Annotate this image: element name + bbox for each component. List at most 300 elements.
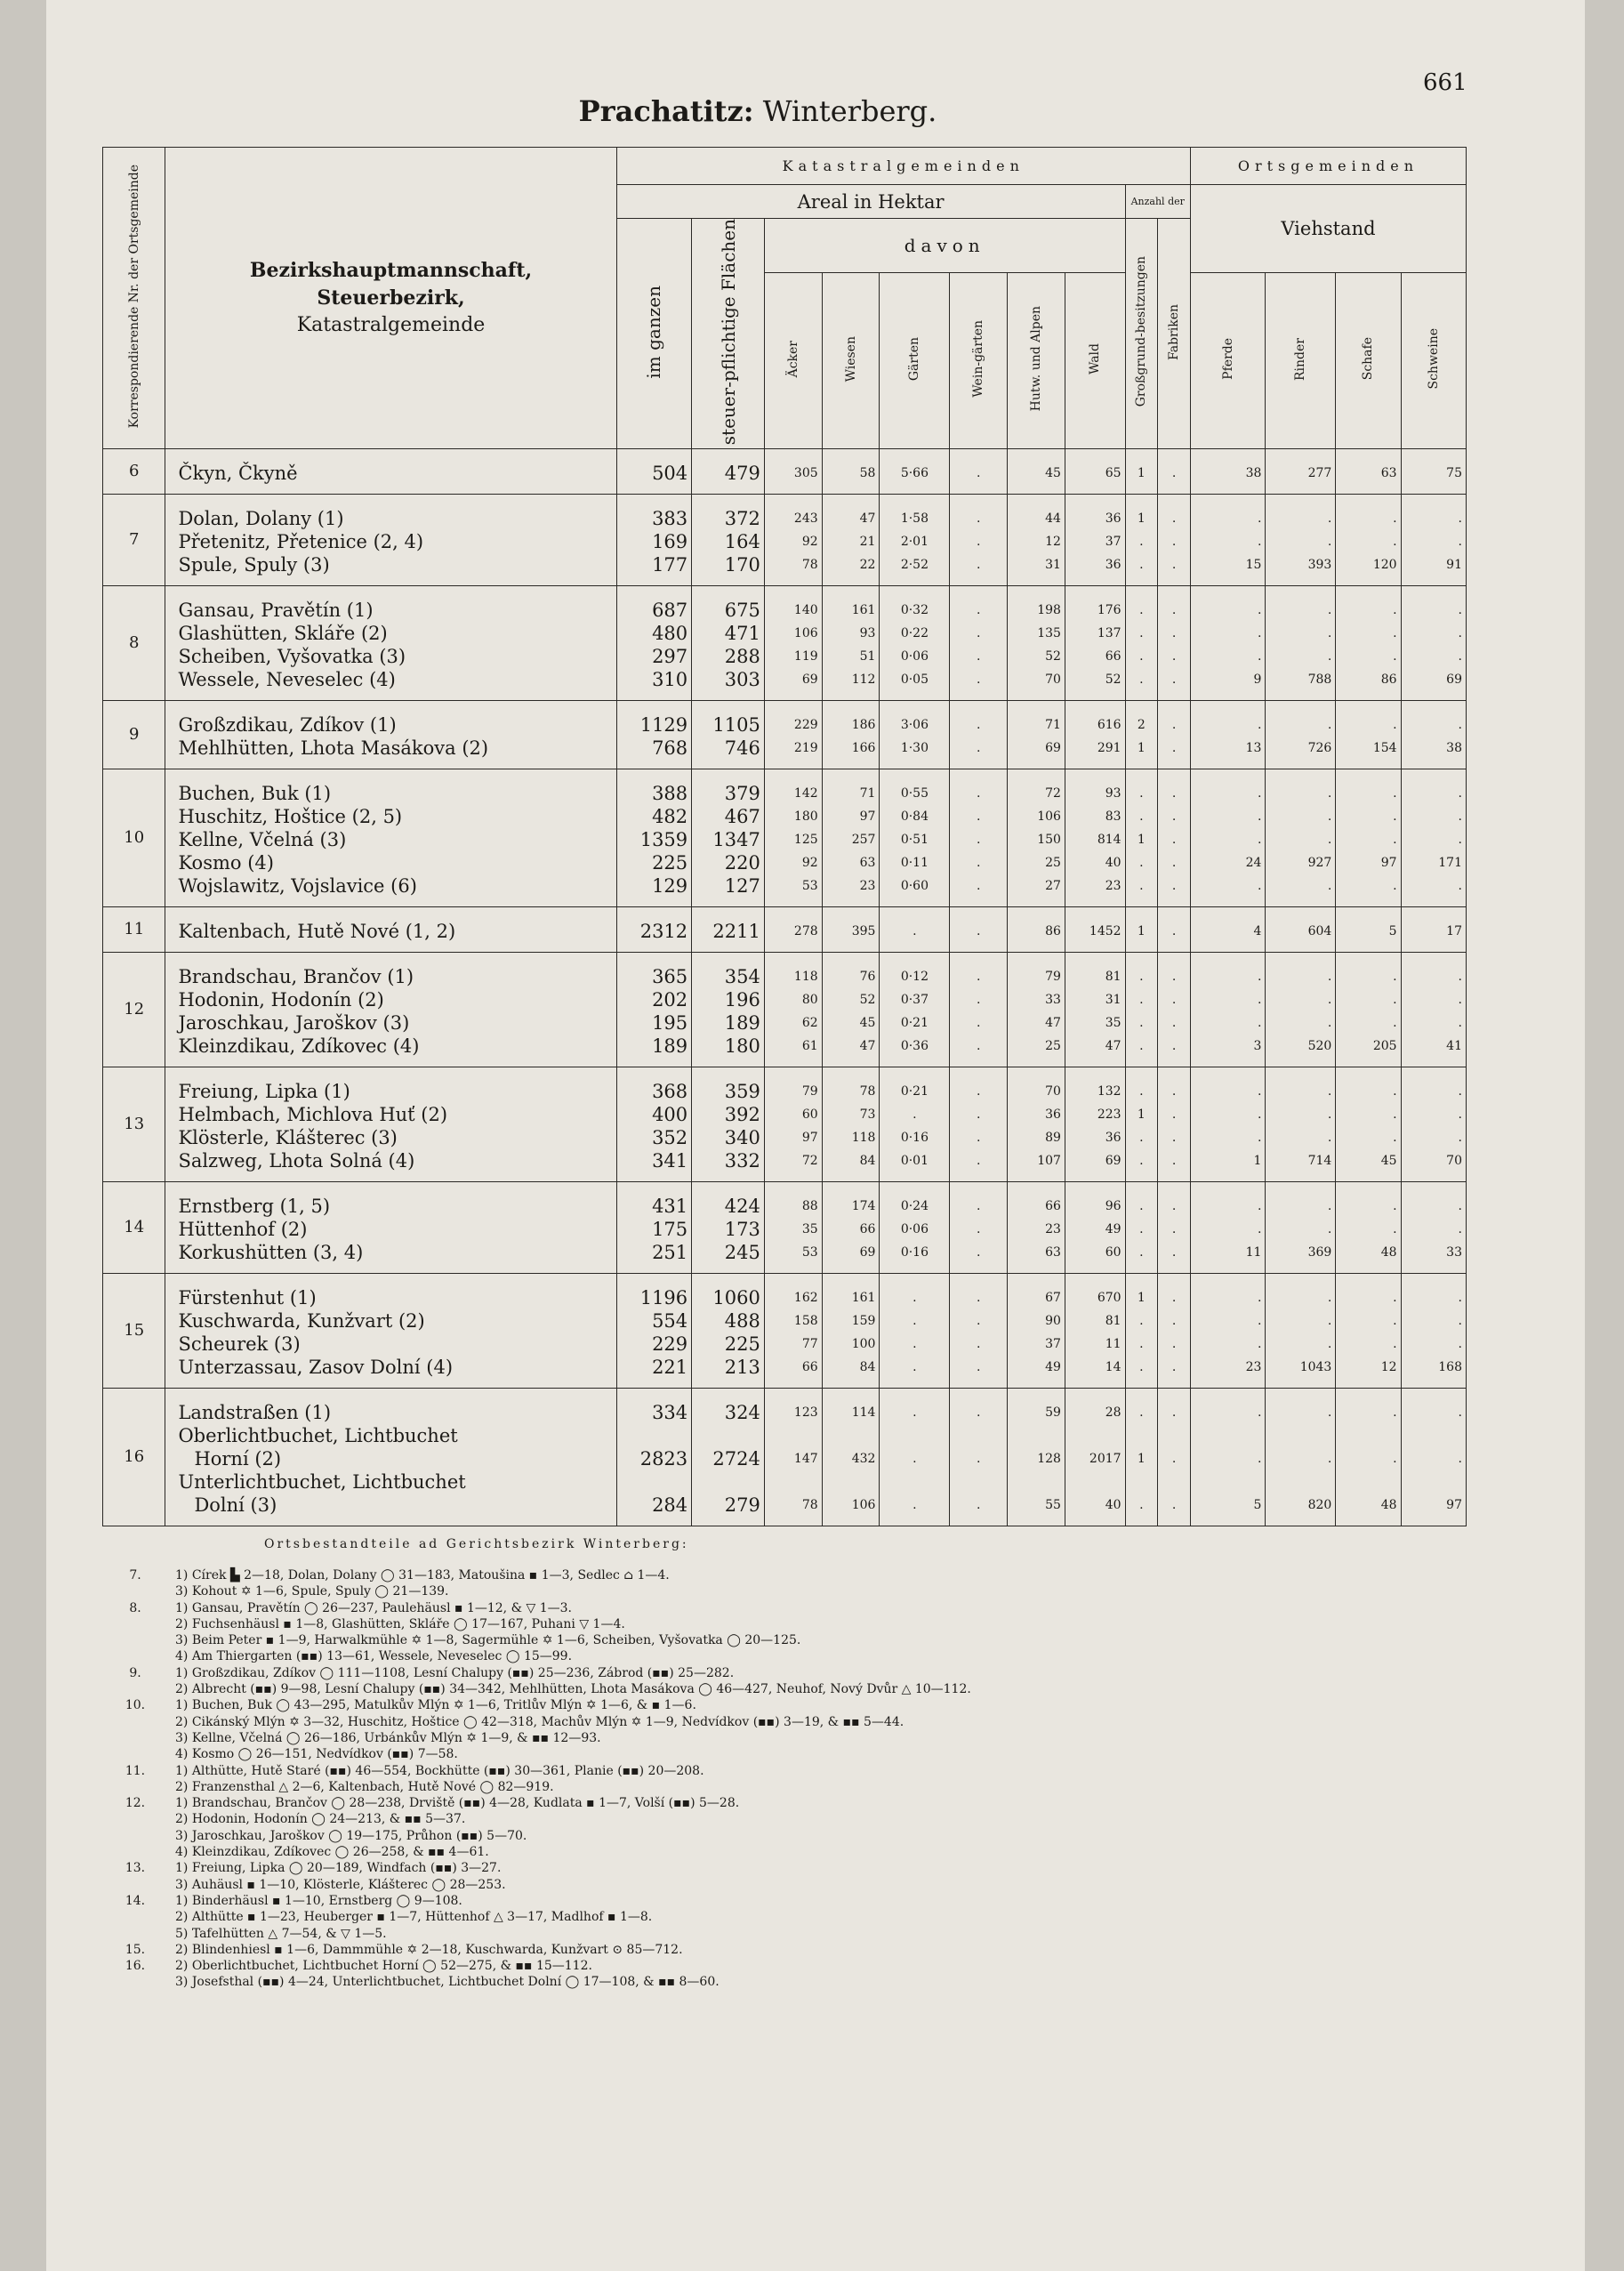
value-wiesen: 21: [859, 535, 876, 550]
value-ganz: 383: [652, 508, 688, 530]
value-steuer: 180: [724, 1035, 760, 1058]
value-acker: 77: [801, 1337, 818, 1352]
value-schafe: .: [1393, 1405, 1397, 1421]
value-wiesen: 93: [859, 626, 876, 641]
spacer: [1008, 1424, 1061, 1447]
header-gaerten: Gärten: [880, 273, 950, 449]
value-pferde: 4: [1253, 924, 1262, 939]
note-text: 3) Kohout ✡ 1—6, Spule, Spuly ◯ 21—139.: [175, 1584, 449, 1599]
value-hutw: 27: [1045, 879, 1061, 894]
note-line: [109, 1665, 1469, 1681]
value-schafe: .: [1393, 1131, 1397, 1146]
spacer: [1158, 1470, 1190, 1494]
value-ganz: 221: [652, 1357, 688, 1379]
value-schafe: 86: [1380, 672, 1397, 688]
value-schafe: 48: [1380, 1498, 1397, 1513]
group-number: 13: [103, 1067, 165, 1182]
value-gross: 1: [1137, 1291, 1146, 1306]
municipality-name: Scheurek (3): [178, 1333, 301, 1356]
value-rinder: .: [1327, 511, 1332, 527]
value-hutw: 107: [1037, 1154, 1061, 1169]
municipality-name: Kleinzdikau, Zdíkovec (4): [178, 1035, 420, 1058]
cell-gaerten: [880, 586, 950, 701]
value-acker: 305: [793, 466, 818, 481]
cell-fabr: [1158, 586, 1191, 701]
value-rinder: .: [1327, 833, 1332, 848]
value-acker: 53: [801, 1245, 818, 1260]
value-gross: .: [1139, 1405, 1144, 1421]
value-wein: .: [977, 856, 981, 871]
cell-schafe: [1336, 907, 1401, 953]
value-pferde: .: [1258, 1016, 1262, 1031]
value-ganz: 480: [652, 623, 688, 645]
value-wein: .: [977, 603, 981, 618]
value-hutw: 67: [1045, 1291, 1061, 1306]
value-wald: 11: [1105, 1337, 1122, 1352]
note-line: [109, 1779, 1469, 1795]
note-line: [109, 1811, 1469, 1827]
municipality-names: [165, 907, 616, 953]
value-rinder: 277: [1307, 466, 1332, 481]
value-steuer: 675: [724, 600, 760, 622]
value-fabr: .: [1171, 603, 1177, 618]
cell-rinder: [1266, 1182, 1336, 1274]
value-pferde: .: [1258, 833, 1262, 848]
value-steuer: 2211: [712, 921, 760, 943]
note-line: [109, 1942, 1469, 1958]
note-line: [109, 1860, 1469, 1876]
cell-wald: [1065, 953, 1125, 1067]
notes-title: Ortsbestandteile ad Gerichtsbezirk Winterberg:: [264, 1537, 689, 1551]
value-schweine: .: [1458, 649, 1462, 664]
value-schafe: .: [1393, 833, 1397, 848]
value-hutw: 89: [1045, 1131, 1061, 1146]
table-row: [103, 907, 1467, 953]
value-gaerten: 2·52: [900, 558, 929, 573]
value-fabr: .: [1171, 1245, 1177, 1260]
value-wiesen: 161: [851, 1291, 876, 1306]
value-schafe: .: [1393, 1291, 1397, 1306]
value-schweine: 38: [1446, 741, 1462, 756]
value-ganz: 2823: [639, 1448, 688, 1470]
value-wein: .: [977, 809, 981, 825]
value-rinder: 927: [1307, 856, 1332, 871]
cell-gaerten: [880, 769, 950, 907]
municipality-name: Hodonin, Hodonín (2): [178, 989, 384, 1011]
value-gross: .: [1139, 603, 1144, 618]
note-line: [109, 1648, 1469, 1664]
value-gaerten: .: [912, 1291, 917, 1306]
value-steuer: 332: [724, 1150, 760, 1172]
value-steuer: 213: [724, 1357, 760, 1379]
value-wein: .: [977, 1199, 981, 1214]
municipality-name: Přetenitz, Přetenice (2, 4): [178, 531, 424, 553]
cell-ganz: [616, 495, 692, 586]
cell-acker: [764, 495, 822, 586]
value-schafe: 154: [1372, 741, 1397, 756]
value-wein: .: [977, 626, 981, 641]
cell-acker: [764, 449, 822, 495]
value-gaerten: .: [912, 1405, 917, 1421]
value-wein: .: [977, 1222, 981, 1237]
note-text: 3) Josefsthal (▪▪) 4—24, Unterlichtbuchet, Lichtbuchet Dolní ◯ 17—108, & ▪▪ 8—60.: [175, 1975, 720, 1990]
municipality-name: Kuschwarda, Kunžvart (2): [178, 1310, 425, 1333]
value-schafe: .: [1393, 718, 1397, 733]
value-acker: 66: [801, 1360, 818, 1375]
note-line: [109, 1828, 1469, 1844]
header-fabriken: Fabriken: [1158, 219, 1191, 449]
cell-acker: [764, 1182, 822, 1274]
value-fabr: .: [1171, 856, 1177, 871]
cell-gross: [1125, 449, 1158, 495]
cell-acker: [764, 1274, 822, 1389]
cell-wald: [1065, 769, 1125, 907]
note-group-number: 9.: [129, 1665, 141, 1680]
value-fabr: .: [1171, 1337, 1177, 1352]
cell-fabr: [1158, 449, 1191, 495]
value-gross: 1: [1137, 511, 1146, 527]
value-rinder: .: [1327, 1084, 1332, 1099]
cell-schafe: [1336, 701, 1401, 769]
value-wiesen: 73: [859, 1107, 876, 1123]
value-ganz: 225: [652, 852, 688, 874]
value-fabr: .: [1171, 1154, 1177, 1169]
cell-hutw: [1008, 586, 1065, 701]
value-fabr: .: [1171, 993, 1177, 1008]
spacer: [1191, 1424, 1262, 1447]
value-steuer: 127: [724, 875, 760, 898]
value-ganz: 687: [652, 600, 688, 622]
value-schafe: .: [1393, 1107, 1397, 1123]
municipality-name: Wojslawitz, Vojslavice (6): [178, 875, 417, 898]
running-head-rest: Winterberg.: [753, 94, 937, 128]
value-gaerten: 0·21: [900, 1016, 929, 1031]
value-rinder: .: [1327, 626, 1332, 641]
value-wald: 31: [1105, 993, 1122, 1008]
note-text: 4) Am Thiergarten (▪▪) 13—61, Wessele, Neveselec ◯ 15—99.: [175, 1649, 573, 1664]
value-pferde: .: [1258, 1314, 1262, 1329]
cell-wiesen: [822, 1182, 880, 1274]
cell-steuer: [692, 953, 765, 1067]
cell-ganz: [616, 701, 692, 769]
group-number: 14: [103, 1182, 165, 1274]
municipality-name: Ernstberg (1, 5): [178, 1196, 331, 1218]
value-rinder: .: [1327, 1405, 1332, 1421]
note-text: 2) Cikánský Mlýn ✡ 3—32, Huschitz, Hoštice ◯ 42—318, Machův Mlýn ✡ 1—9, Nedvídkov (▪▪) 3—19, & ▪▪ 5—44.: [175, 1714, 904, 1729]
value-acker: 147: [793, 1452, 818, 1467]
municipality-name: Landstraßen (1): [178, 1402, 332, 1424]
value-wiesen: 71: [859, 786, 876, 801]
spacer: [1008, 1470, 1061, 1494]
municipality-names: [165, 449, 616, 495]
value-pferde: .: [1258, 603, 1262, 618]
cell-rinder: [1266, 701, 1336, 769]
note-group-number: 13.: [125, 1861, 146, 1876]
value-ganz: 251: [652, 1242, 688, 1264]
value-acker: 142: [793, 786, 818, 801]
header-acker: Äcker: [764, 273, 822, 449]
cell-ganz: [616, 907, 692, 953]
value-fabr: .: [1171, 786, 1177, 801]
value-wein: .: [977, 1084, 981, 1099]
cell-rinder: [1266, 586, 1336, 701]
municipality-names: [165, 1182, 616, 1274]
cell-steuer: [692, 586, 765, 701]
cell-gaerten: [880, 449, 950, 495]
value-acker: 162: [793, 1291, 818, 1306]
value-acker: 106: [793, 626, 818, 641]
value-acker: 53: [801, 879, 818, 894]
cell-steuer: [692, 1067, 765, 1182]
value-hutw: 69: [1045, 741, 1061, 756]
cell-gross: [1125, 1067, 1158, 1182]
value-steuer: 324: [724, 1402, 760, 1424]
value-wald: 65: [1105, 466, 1122, 481]
municipality-names: [165, 953, 616, 1067]
note-line: [109, 1926, 1469, 1942]
header-pferde: Pferde: [1190, 273, 1266, 449]
value-pferde: .: [1258, 1337, 1262, 1352]
value-ganz: 341: [652, 1150, 688, 1172]
value-hutw: 33: [1045, 993, 1061, 1008]
value-steuer: 170: [724, 554, 760, 576]
cell-wein: [950, 1274, 1008, 1389]
value-steuer: 392: [724, 1104, 760, 1126]
value-acker: 92: [801, 535, 818, 550]
value-fabr: .: [1171, 626, 1177, 641]
value-schafe: .: [1393, 511, 1397, 527]
value-hutw: 31: [1045, 558, 1061, 573]
value-pferde: .: [1258, 1452, 1262, 1467]
value-schafe: .: [1393, 1314, 1397, 1329]
cell-rinder: [1266, 495, 1336, 586]
value-wald: 132: [1097, 1084, 1122, 1099]
note-text: 2) Hodonin, Hodonín ◯ 24—213, & ▪▪ 5—37.: [175, 1812, 466, 1827]
cell-wiesen: [822, 701, 880, 769]
value-ganz: 2312: [639, 921, 688, 943]
cell-gaerten: [880, 1274, 950, 1389]
note-text: 2) Blindenhiesl ▪ 1—6, Dammmühle ✡ 2—18, Kuschwarda, Kunžvart ⊙ 85—712.: [175, 1942, 683, 1957]
note-line: [109, 1844, 1469, 1860]
value-schafe: .: [1393, 1016, 1397, 1031]
value-wald: 1452: [1089, 924, 1122, 939]
value-wein: .: [977, 672, 981, 688]
value-fabr: .: [1171, 1314, 1177, 1329]
cell-hutw: [1008, 769, 1065, 907]
value-schweine: .: [1458, 1107, 1462, 1123]
value-ganz: 169: [652, 531, 688, 553]
cell-schafe: [1336, 1274, 1401, 1389]
value-hutw: 71: [1045, 718, 1061, 733]
value-wald: 49: [1105, 1222, 1122, 1237]
cell-wein: [950, 953, 1008, 1067]
cell-ganz: [616, 769, 692, 907]
value-gross: .: [1139, 1245, 1144, 1260]
note-group-number: 8.: [129, 1600, 141, 1615]
value-wald: 47: [1105, 1039, 1122, 1054]
value-fabr: .: [1171, 1498, 1177, 1513]
value-schweine: .: [1458, 1405, 1462, 1421]
cell-wiesen: [822, 1067, 880, 1182]
value-schafe: .: [1393, 649, 1397, 664]
cell-wein: [950, 1182, 1008, 1274]
value-fabr: .: [1171, 833, 1177, 848]
value-hutw: 135: [1037, 626, 1061, 641]
value-ganz: 388: [652, 783, 688, 805]
group-number: 6: [103, 449, 165, 495]
value-wiesen: 257: [851, 833, 876, 848]
cell-wiesen: [822, 586, 880, 701]
value-ganz: 504: [652, 463, 688, 485]
cell-wein: [950, 495, 1008, 586]
value-schafe: .: [1393, 535, 1397, 550]
value-rinder: .: [1327, 535, 1332, 550]
header-wein: Wein-gärten: [950, 273, 1008, 449]
table-row: [103, 1182, 1467, 1274]
value-wein: .: [977, 993, 981, 1008]
value-ganz: 195: [652, 1012, 688, 1035]
value-schafe: .: [1393, 626, 1397, 641]
value-wald: 36: [1105, 511, 1122, 527]
cell-wein: [950, 1067, 1008, 1182]
value-ganz: 482: [652, 806, 688, 828]
value-schweine: 168: [1438, 1360, 1462, 1375]
value-wein: .: [977, 558, 981, 573]
value-wald: 40: [1105, 856, 1122, 871]
value-rinder: .: [1327, 649, 1332, 664]
value-hutw: 12: [1045, 535, 1061, 550]
note-text: 1) Althütte, Hutě Staré (▪▪) 46—554, Bockhütte (▪▪) 30—361, Planie (▪▪) 20—208.: [175, 1763, 704, 1778]
value-wald: 81: [1105, 1314, 1122, 1329]
note-line: [109, 1893, 1469, 1909]
value-schweine: 69: [1446, 672, 1462, 688]
value-gaerten: 0·51: [900, 833, 929, 848]
value-schafe: .: [1393, 993, 1397, 1008]
header-katastral: Katastralgemeinden: [616, 148, 1190, 185]
value-fabr: .: [1171, 1291, 1177, 1306]
value-wiesen: 114: [851, 1405, 876, 1421]
table-row: [103, 449, 1467, 495]
value-hutw: 49: [1045, 1360, 1061, 1375]
municipality-name: Kaltenbach, Hutě Nové (1, 2): [178, 921, 456, 943]
municipality-name: Klösterle, Klášterec (3): [178, 1127, 398, 1149]
spacer: [1065, 1424, 1122, 1447]
value-pferde: 9: [1253, 672, 1262, 688]
value-pferde: .: [1258, 626, 1262, 641]
value-hutw: 90: [1045, 1314, 1061, 1329]
municipality-name: Dolan, Dolany (1): [178, 508, 344, 530]
cell-wiesen: [822, 495, 880, 586]
note-line: [109, 1974, 1469, 1990]
value-pferde: .: [1258, 786, 1262, 801]
value-acker: 97: [801, 1131, 818, 1146]
cell-hutw: [1008, 907, 1065, 953]
cell-acker: [764, 1389, 822, 1526]
value-wald: 28: [1105, 1405, 1122, 1421]
value-steuer: 173: [724, 1219, 760, 1241]
value-schweine: .: [1458, 535, 1462, 550]
table-row: [103, 1274, 1467, 1389]
value-ganz: 365: [652, 966, 688, 988]
cell-gross: [1125, 701, 1158, 769]
value-schafe: .: [1393, 603, 1397, 618]
cell-fabr: [1158, 1389, 1191, 1526]
note-text: 2) Althütte ▪ 1—23, Heuberger ▪ 1—7, Hüttenhof △ 3—17, Madlhof ▪ 1—8.: [175, 1910, 653, 1925]
value-hutw: 150: [1037, 833, 1061, 848]
value-schweine: 70: [1446, 1154, 1462, 1169]
value-wein: .: [977, 511, 981, 527]
value-pferde: 15: [1245, 558, 1262, 573]
value-wald: 36: [1105, 558, 1122, 573]
value-hutw: 70: [1045, 1084, 1061, 1099]
value-steuer: 303: [724, 669, 760, 691]
municipality-name: Großzdikau, Zdíkov (1): [178, 714, 397, 737]
note-text: 4) Kosmo ◯ 26—151, Nedvídkov (▪▪) 7—58.: [175, 1747, 458, 1762]
cell-wein: [950, 701, 1008, 769]
cell-gross: [1125, 1389, 1158, 1526]
cell-ganz: [616, 586, 692, 701]
value-fabr: .: [1171, 1405, 1177, 1421]
cell-pferde: [1190, 1389, 1266, 1526]
value-steuer: 467: [724, 806, 760, 828]
value-fabr: .: [1171, 1222, 1177, 1237]
group-number: 10: [103, 769, 165, 907]
value-ganz: 175: [652, 1219, 688, 1241]
value-wald: 66: [1105, 649, 1122, 664]
value-gaerten: 0·21: [900, 1084, 929, 1099]
value-steuer: 746: [724, 737, 760, 760]
municipality-name: Kosmo (4): [178, 852, 274, 874]
value-pferde: .: [1258, 649, 1262, 664]
municipality-name: Helmbach, Michlova Huť (2): [178, 1104, 448, 1126]
municipality-name: Wessele, Neveselec (4): [178, 669, 396, 691]
value-wald: 81: [1105, 970, 1122, 985]
cell-gaerten: [880, 1182, 950, 1274]
note-group-number: 7.: [129, 1568, 141, 1582]
value-pferde: .: [1258, 1131, 1262, 1146]
note-text: 4) Kleinzdikau, Zdíkovec ◯ 26—258, & ▪▪ 4—61.: [175, 1845, 489, 1860]
value-gaerten: 0·36: [900, 1039, 929, 1054]
statistics-table: [102, 147, 1467, 1526]
value-acker: 243: [793, 511, 818, 527]
value-pferde: .: [1258, 535, 1262, 550]
cell-gaerten: [880, 953, 950, 1067]
value-steuer: 1347: [712, 829, 760, 851]
value-acker: 78: [801, 558, 818, 573]
spacer: [1266, 1470, 1331, 1494]
note-line: [109, 1714, 1469, 1730]
value-schweine: .: [1458, 786, 1462, 801]
value-wiesen: 100: [851, 1337, 876, 1352]
value-gaerten: 0·84: [900, 809, 929, 825]
cell-schweine: [1401, 953, 1466, 1067]
value-hutw: 36: [1045, 1107, 1061, 1123]
value-gaerten: 0·01: [900, 1154, 929, 1169]
value-wald: 93: [1105, 786, 1122, 801]
value-pferde: .: [1258, 1291, 1262, 1306]
cell-schweine: [1401, 1389, 1466, 1526]
value-pferde: 13: [1245, 741, 1262, 756]
value-pferde: .: [1258, 1405, 1262, 1421]
spacer: [950, 1470, 1007, 1494]
note-line: [109, 1909, 1469, 1925]
value-steuer: 225: [724, 1333, 760, 1356]
municipality-names: [165, 1389, 616, 1526]
value-hutw: 55: [1045, 1498, 1061, 1513]
value-wein: .: [977, 1452, 981, 1467]
value-acker: 118: [793, 970, 818, 985]
cell-hutw: [1008, 495, 1065, 586]
